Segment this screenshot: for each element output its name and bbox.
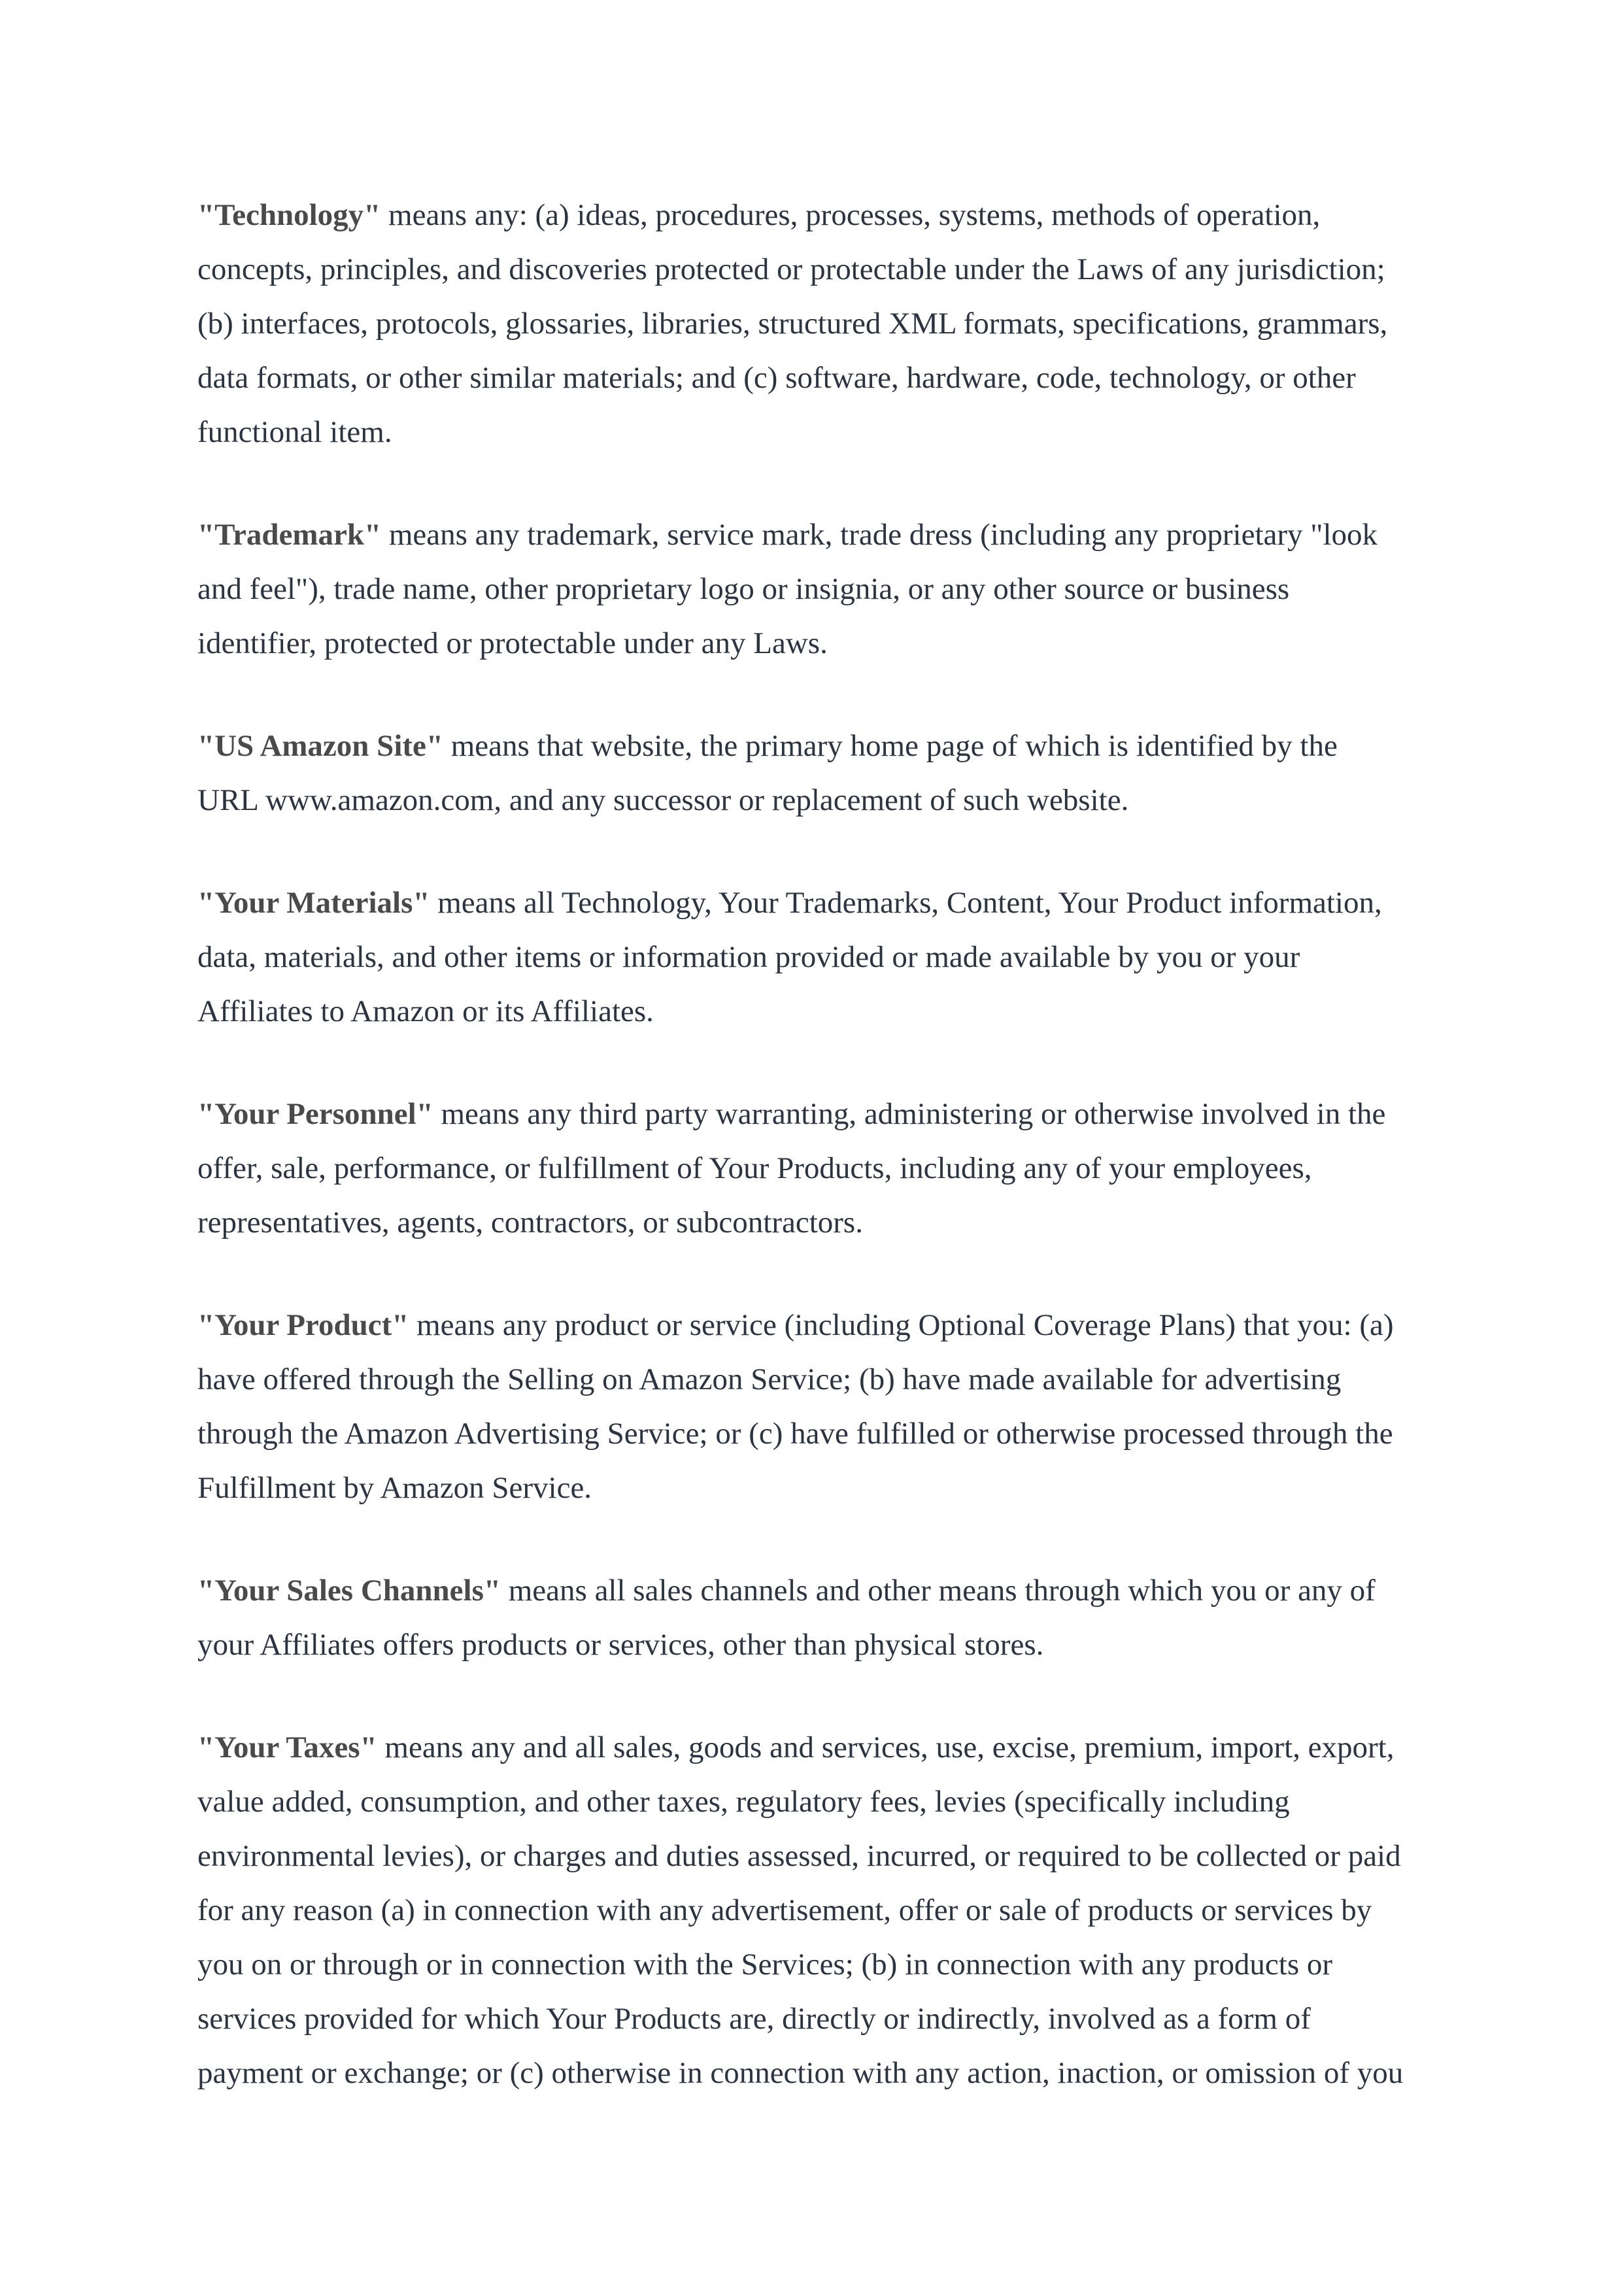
definition-line [197, 1298, 1440, 1353]
definition-line: your Affiliates offers products or services, other than physical stores. [197, 1628, 1044, 1662]
definition-text: means that website, the primary home page of which is identified by the [443, 729, 1338, 763]
definition-line [197, 1564, 1440, 1618]
definition-line [197, 1087, 1440, 1141]
definition-trademark [197, 508, 1440, 671]
definition-line [197, 508, 1440, 562]
definition-your-personnel [197, 1087, 1440, 1250]
definition-text: means any trademark, service mark, trade dress (including any proprietary "look [381, 518, 1378, 552]
definition-line: value added, consumption, and other taxes, regulatory fees, levies (specifically including [197, 1785, 1290, 1819]
definition-line: Affiliates to Amazon or its Affiliates. [197, 994, 654, 1028]
document-page [197, 188, 1440, 2149]
definition-technology [197, 188, 1440, 460]
definition-line: payment or exchange; or (c) otherwise in connection with any action, inaction, or omission of you [197, 2056, 1404, 2090]
definition-term: "Your Taxes" [197, 1730, 377, 1764]
definition-line: functional item. [197, 415, 392, 449]
definition-your-sales-channels [197, 1564, 1440, 1672]
definition-line: identifier, protected or protectable under any Laws. [197, 626, 828, 660]
definition-line: have offered through the Selling on Amazon Service; (b) have made available for advertising [197, 1362, 1342, 1396]
definition-text: means any product or service (including Optional Coverage Plans) that you: (a) [409, 1308, 1394, 1342]
definition-line [197, 188, 1440, 243]
definition-your-materials [197, 876, 1440, 1039]
definition-your-taxes [197, 1721, 1440, 2100]
definition-line [197, 1721, 1440, 1775]
definition-term: "Your Personnel" [197, 1097, 433, 1131]
definition-line: environmental levies), or charges and duties assessed, incurred, or required to be collected or paid [197, 1839, 1401, 1873]
definition-term: "Your Materials" [197, 886, 430, 920]
definition-text: means any third party warranting, administering or otherwise involved in the [433, 1097, 1386, 1131]
definition-text: means any: (a) ideas, procedures, processes, systems, methods of operation, [381, 198, 1321, 232]
definition-line: services provided for which Your Products are, directly or indirectly, involved as a form of [197, 2002, 1311, 2036]
definition-term: "US Amazon Site" [197, 729, 443, 763]
definition-line: representatives, agents, contractors, or subcontractors. [197, 1206, 863, 1240]
definition-line: data formats, or other similar materials; and (c) software, hardware, code, technology, or other [197, 361, 1356, 395]
definition-line [197, 719, 1440, 773]
definition-us-amazon-site [197, 719, 1440, 828]
definition-text: means any and all sales, goods and services, use, excise, premium, import, export, [377, 1730, 1395, 1764]
definition-line: concepts, principles, and discoveries protected or protectable under the Laws of any jurisdiction; [197, 252, 1385, 286]
definition-line: and feel"), trade name, other proprietary logo or insignia, or any other source or business [197, 572, 1290, 606]
definition-line: you on or through or in connection with the Services; (b) in connection with any products or [197, 1948, 1333, 1982]
definition-line: (b) interfaces, protocols, glossaries, libraries, structured XML formats, specifications, grammars, [197, 307, 1388, 341]
definition-term: "Trademark" [197, 518, 382, 552]
definition-line: URL www.amazon.com, and any successor or replacement of such website. [197, 783, 1129, 817]
definition-text: means all Technology, Your Trademarks, Content, Your Product information, [430, 886, 1382, 920]
definition-line: data, materials, and other items or information provided or made available by you or your [197, 940, 1300, 974]
definition-line: for any reason (a) in connection with any advertisement, offer or sale of products or services by [197, 1893, 1372, 1927]
definition-line [197, 876, 1440, 930]
definition-text: means all sales channels and other means through which you or any of [501, 1574, 1376, 1608]
definition-term: "Your Product" [197, 1308, 409, 1342]
definition-term: "Technology" [197, 198, 381, 232]
definition-line: offer, sale, performance, or fulfillment of Your Products, including any of your employees, [197, 1151, 1312, 1185]
definition-line: Fulfillment by Amazon Service. [197, 1471, 592, 1505]
definition-term: "Your Sales Channels" [197, 1574, 501, 1608]
definition-your-product [197, 1298, 1440, 1515]
definition-line: through the Amazon Advertising Service; or (c) have fulfilled or otherwise processed through the [197, 1417, 1393, 1451]
